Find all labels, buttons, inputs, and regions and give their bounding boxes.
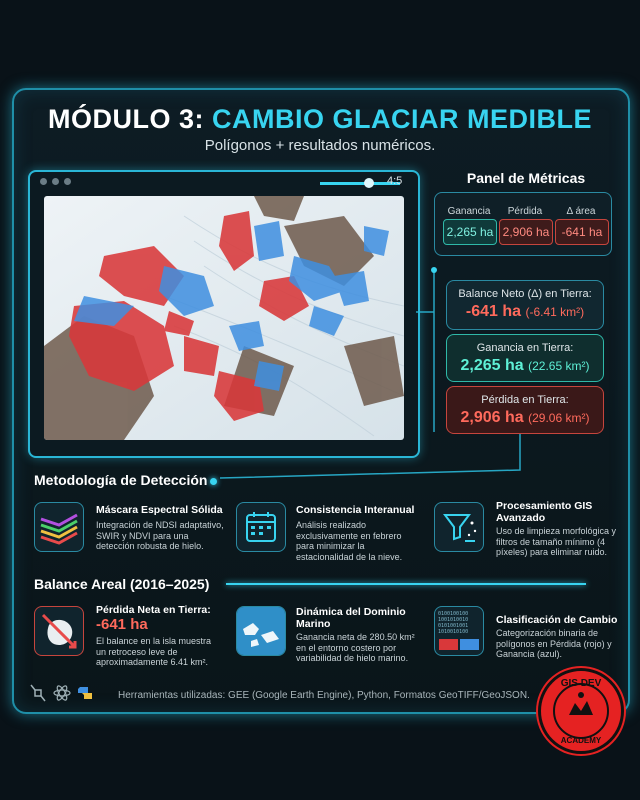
methodology-title: Metodología de Detección xyxy=(34,472,208,488)
balance-3-line-1: Categorización binaria de xyxy=(496,628,599,638)
gain-km: (22.65 km²) xyxy=(528,359,590,373)
academy-badge-logo xyxy=(538,668,624,754)
island-loss-icon xyxy=(34,606,84,656)
method-3-line-3: píxeles) para eliminar ruido. xyxy=(496,547,608,557)
page-subtitle: Polígonos + resultados numéricos. xyxy=(204,137,436,154)
method-1-heading: Máscara Espectral Sólida xyxy=(96,504,223,516)
card-loss xyxy=(446,386,604,434)
balance-2-line-1: Ganancia neta de 280.50 km² xyxy=(296,632,415,642)
balance-1-line-1: El balance en la isla muestra xyxy=(96,636,212,646)
method-2-line-1: Análisis realizado xyxy=(296,520,367,530)
metrics-panel-title: Panel de Métricas xyxy=(466,170,586,186)
balance-3-line-3: Ganancia (azul). xyxy=(496,649,563,659)
card-net-balance-value xyxy=(447,303,603,321)
balance-1-line-3: aproximadamente 6.41 km². xyxy=(96,657,209,667)
zoom-label: 4:5 xyxy=(387,175,403,187)
method-3-heading-line-2: Avanzado xyxy=(496,512,546,524)
satellite-icon xyxy=(31,685,45,701)
balance-2-body xyxy=(296,632,415,664)
method-2-heading: Consistencia Interanual xyxy=(296,504,415,516)
sea-ice-icon xyxy=(236,606,286,656)
method-1-line-2: SWIR y NDVI para una xyxy=(96,530,189,541)
metric-value-gain: 2,265 ha xyxy=(443,219,497,245)
metric-label-loss: Pérdida xyxy=(507,206,543,217)
balance-title: Balance Areal (2016–2025) xyxy=(34,576,210,592)
method-2-line-4: estacionalidad de la nieve. xyxy=(296,551,403,562)
card-gain-value xyxy=(447,357,603,375)
balance-1-value: -641 ha xyxy=(96,616,148,633)
svg-text:0100100100: 0100100100 xyxy=(438,611,469,617)
methodology-dot xyxy=(210,478,217,485)
footer-icons xyxy=(30,684,100,707)
metric-label-gain: Ganancia xyxy=(447,206,491,217)
spectral-mask-icon xyxy=(34,502,84,552)
balance-2-line-2: en el entorno costero por xyxy=(296,642,397,653)
svg-text:0101001001: 0101001001 xyxy=(438,623,469,629)
python-icon xyxy=(78,687,92,699)
loss-ha: 2,906 ha xyxy=(460,409,524,426)
metric-value-delta: -641 ha xyxy=(555,219,609,245)
balance-2-heading-line-2: Marino xyxy=(296,618,331,630)
balance-1-body xyxy=(96,636,211,668)
method-1-line-1: Integración de NDSI adaptativo, xyxy=(96,520,224,530)
balance-divider xyxy=(226,583,586,585)
net-balance-km: (-6.41 km²) xyxy=(525,305,585,319)
filter-icon xyxy=(434,502,484,552)
method-2-line-2: exclusivamente en febrero xyxy=(296,530,402,541)
footer-tools: Herramientas utilizadas: GEE (Google Earth Engine), Python, Formatos GeoTIFF/GeoJSON. xyxy=(118,690,530,701)
binary-classification-icon xyxy=(434,606,484,656)
balance-3-heading: Clasificación de Cambio xyxy=(496,614,618,626)
method-2-line-3: para minimizar la xyxy=(296,541,365,551)
balance-2-heading-line-1: Dinámica del Dominio xyxy=(296,606,406,618)
method-3-heading xyxy=(496,500,592,524)
title-prefix: MÓDULO 3: xyxy=(48,104,204,134)
method-1-line-3: detección robusta de hielo. xyxy=(96,541,204,551)
svg-text:1010010100: 1010010100 xyxy=(438,629,469,635)
loss-km: (29.06 km²) xyxy=(528,411,590,425)
method-2-body xyxy=(296,520,402,562)
gain-ha: 2,265 ha xyxy=(460,357,524,374)
balance-2-line-3: variabilidad de hielo marino. xyxy=(296,653,409,663)
title-highlight: CAMBIO GLACIAR MEDIBLE xyxy=(212,104,592,134)
card-gain xyxy=(446,334,604,382)
method-3-line-2: filtros de tamaño mínimo (4 xyxy=(496,536,606,547)
card-gain-label: Ganancia en Tierra: xyxy=(476,342,574,354)
atom-icon xyxy=(54,685,70,702)
method-3-heading-line-1: Procesamiento GIS xyxy=(496,500,593,512)
balance-2-heading xyxy=(296,606,406,630)
method-3-line-1: Uso de limpieza morfológica y xyxy=(496,526,617,536)
metric-value-loss: 2,906 ha xyxy=(499,219,553,245)
balance-1-heading: Pérdida Neta en Tierra: xyxy=(96,604,211,616)
svg-text:GIS DEV: GIS DEV xyxy=(560,678,602,689)
balance-1-line-2: un retroceso leve de xyxy=(96,646,178,657)
balance-3-body xyxy=(496,628,612,660)
card-net-balance-label: Balance Neto (Δ) en Tierra: xyxy=(458,288,592,300)
card-loss-label: Pérdida en Tierra: xyxy=(481,394,569,406)
balance-3-line-2: polígonos en Pérdida (rojo) y xyxy=(496,638,612,649)
card-loss-value xyxy=(447,409,603,427)
net-balance-ha: -641 ha xyxy=(465,303,521,320)
svg-text:1001010010: 1001010010 xyxy=(438,617,469,623)
method-3-body xyxy=(496,526,616,558)
card-net-balance xyxy=(446,280,604,330)
metric-label-delta: Δ área xyxy=(566,206,596,217)
method-1-body xyxy=(96,520,224,552)
svg-text:ACADEMY: ACADEMY xyxy=(560,736,602,745)
calendar-icon xyxy=(236,502,286,552)
